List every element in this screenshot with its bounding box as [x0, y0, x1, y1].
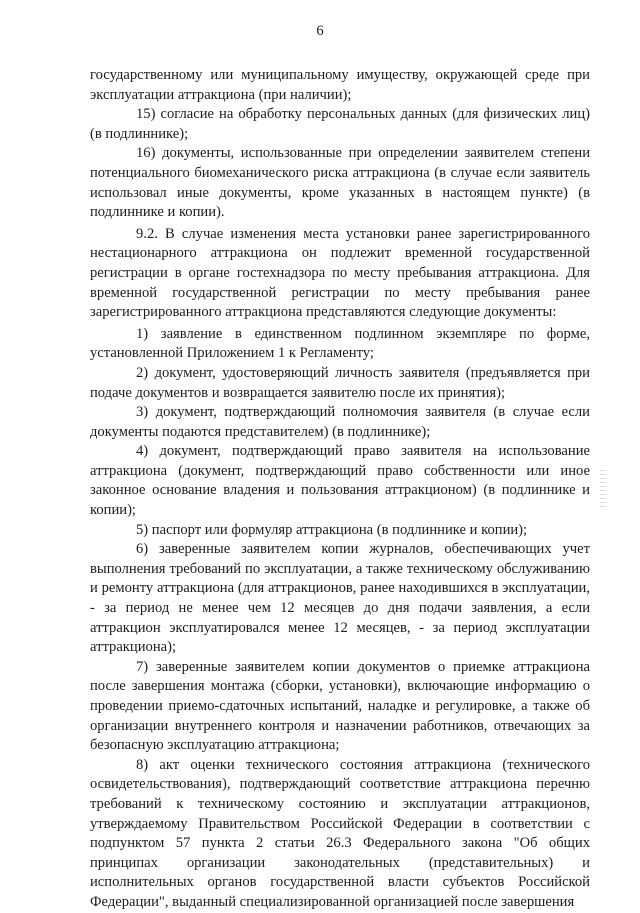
- paragraph-item-16: 16) документы, использованные при определении заявителем степени потенциального биомеханического риска аттракциона (в случае если заявитель использовал иные документы, кроме указанных в настоящем пункте) (в подлиннике и копии).: [90, 145, 590, 221]
- paragraph-item-4: 4) документ, подтверждающий право заявителя на использование аттракциона (документ, подтверждающий право собственности или иное законное основание владения и пользования аттракционом) (в подлиннике и копии);: [90, 443, 590, 519]
- paragraph-continuation: государственному или муниципальному имуществу, окружающей среде при эксплуатации аттракциона (при наличии);: [90, 67, 590, 103]
- paragraph-item-8: 8) акт оценки технического состояния аттракциона (технического освидетельствования), подтверждающий соответствие аттракциона перечню требований к техническому состоянию и эксплуатации аттракционов, утверждаемому Правительством Российской Федерации в соответствии с подпунктом 57 пункта 2 статьи 26.3 Федерального закона "Об общих принципах организации законодательных (представительных) и исполнительных органов государственной власти субъектов Российской Федерации", выданный специализированной организацией после завершения: [90, 756, 590, 910]
- paragraph-item-15: 15) согласие на обработку персональных данных (для физических лиц) (в подлиннике);: [90, 106, 590, 142]
- paragraph-section-9-2: 9.2. В случае изменения места установки ранее зарегистрированного нестационарного аттракциона он подлежит временной государственной регистрации в органе гостехнадзора по месту пребывания аттракциона. Для временной государственной регистрации по месту пребывания ранее зарегистрированного аттракциона представляются следующие документы:: [90, 225, 590, 321]
- paragraph-item-5: 5) паспорт или формуляр аттракциона (в подлиннике и копии);: [136, 521, 528, 538]
- paragraph-item-1: 1) заявление в единственном подлинном экземпляре по форме, установленной Приложением 1 к Регламенту;: [90, 325, 590, 362]
- paragraph-item-2: 2) документ, удостоверяющий личность заявителя (предъявляется при подаче документов и возвращается заявителю после их принятия);: [90, 364, 590, 401]
- scan-artifact: [600, 470, 606, 510]
- paragraph-item-6: 6) заверенные заявителем копии журналов, обеспечивающих учет выполнения требований по эксплуатации, а также техническому обслуживанию и ремонту аттракциона (для аттракционов, ранее находившихся в эксплуатации, - за период не менее чем 12 месяцев до дня подачи заявления, а если аттракцион эксплуатировался менее 12 месяцев, - за период эксплуатации аттракциона);: [90, 541, 590, 656]
- paragraph-item-3: 3) документ, подтверждающий полномочия заявителя (в случае если документы подаются представителем) (в подлиннике);: [90, 404, 590, 440]
- document-body: [90, 66, 590, 913]
- paragraph-item-7: 7) заверенные заявителем копии документов о приемке аттракциона после завершения монтажа (сборки, установки), включающие информацию о проведении приемо-сдаточных испытаний, наладке и регулировке, а также об организации внутреннего контроля и назначении работников, отвечающих за безопасную эксплуатацию аттракциона;: [90, 658, 590, 754]
- page-number: 6: [316, 23, 324, 39]
